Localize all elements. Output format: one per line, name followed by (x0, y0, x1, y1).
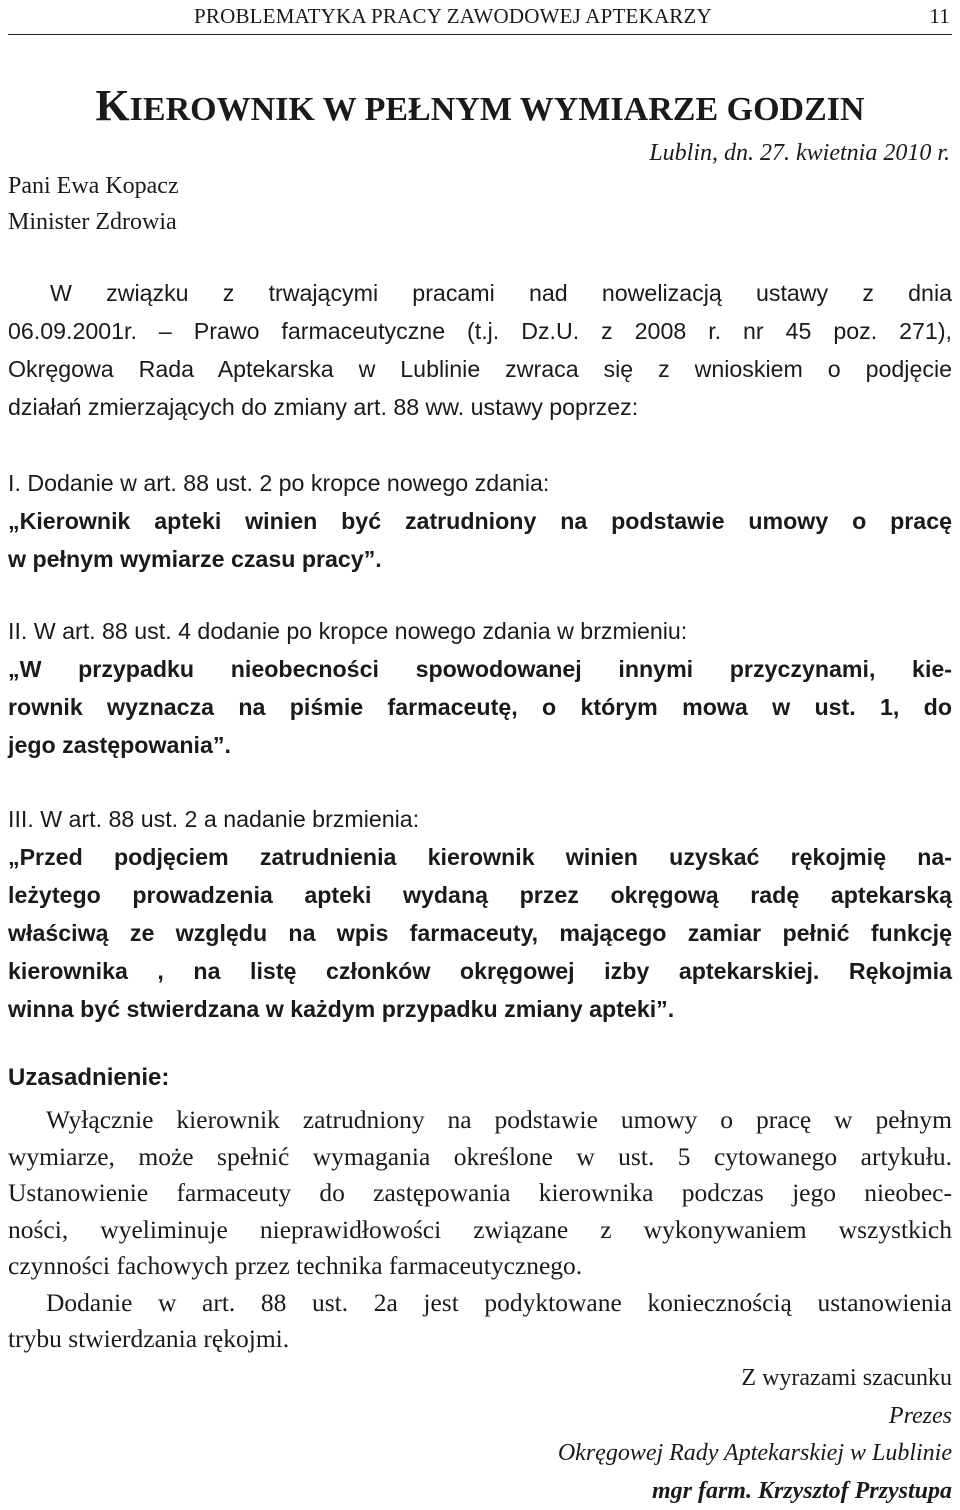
justification-line: czynności fachowych przez technika farmaceutycznego. (8, 1248, 952, 1285)
proposal-item-2 (8, 612, 952, 764)
signatory-role: Prezes (352, 1398, 952, 1436)
intro-line: Okręgowa Rada Aptekarska w Lublinie zwraca się z wnioskiem o podjęcie (8, 350, 952, 388)
running-title: PROBLEMATYKA PRACY ZAWODOWEJ APTEKARZY (194, 4, 712, 29)
quote-line: „Przed podjęciem zatrudnienia kierownik winien uzyskać rękojmię na- (8, 838, 952, 876)
quote-line: winna być stwierdzana w każdym przypadku zmiany apteki”. (8, 990, 952, 1028)
proposal-item-3 (8, 800, 952, 1028)
item-lead: II. W art. 88 ust. 4 dodanie po kropce nowego zdania w brzmieniu: (8, 612, 952, 650)
intro-line: 06.09.2001r. – Prawo farmaceutyczne (t.j. Dz.U. z 2008 r. nr 45 poz. 271), (8, 312, 952, 350)
running-header (8, 4, 952, 30)
justification-paragraph (8, 1102, 952, 1358)
justification-line: Wyłącznie kierownik zatrudniony na podstawie umowy o pracę w pełnym (8, 1102, 952, 1139)
quote-line: kierownika , na listę członków okręgowej izby aptekarskiej. Rękojmia (8, 952, 952, 990)
quote-line: rownik wyznacza na piśmie farmaceutę, o którym mowa w ust. 1, do (8, 688, 952, 726)
intro-line: W związku z trwającymi pracami nad nowelizacją ustawy z dnia (8, 274, 952, 312)
justification-heading: Uzasadnienie: (8, 1064, 169, 1092)
item-lead: I. Dodanie w art. 88 ust. 2 po kropce nowego zdania: (8, 464, 952, 502)
title-rest: IEROWNIK W PEŁNYM WYMIARZE GODZIN (130, 91, 865, 128)
intro-line: działań zmierzających do zmiany art. 88 ww. ustawy poprzez: (8, 388, 952, 426)
signatory-organization: Okręgowej Rady Aptekarskiej w Lublinie (352, 1435, 952, 1473)
letter-date: Lublin, dn. 27. kwietnia 2010 r. (649, 140, 950, 167)
justification-line: trybu stwierdzania rękojmi. (8, 1321, 952, 1358)
quote-line: jego zastępowania”. (8, 726, 952, 764)
signatory-name: mgr farm. Krzysztof Przystupa (352, 1473, 952, 1510)
quote-line: w pełnym wymiarze czasu pracy”. (8, 540, 952, 578)
header-rule (8, 34, 952, 35)
quote-line: leżytego prowadzenia apteki wydaną przez okręgową radę aptekarską (8, 876, 952, 914)
title-initial: K (95, 81, 129, 130)
justification-line: wymiarze, może spełnić wymagania określone w ust. 5 cytowanego artykułu. (8, 1139, 952, 1176)
quote-line: właściwą ze względu na wpis farmaceuty, mającego zamiar pełnić funkcję (8, 914, 952, 952)
justification-line: ności, wyeliminuje nieprawidłowości związane z wykonywaniem wszystkich (8, 1212, 952, 1249)
justification-line: Ustanowienie farmaceuty do zastępowania kierownika podczas jego nieobec- (8, 1175, 952, 1212)
quote-line: „Kierownik apteki winien być zatrudniony na podstawie umowy o pracę (8, 502, 952, 540)
closing-salutation: Z wyrazami szacunku (352, 1360, 952, 1398)
justification-line: Dodanie w art. 88 ust. 2a jest podyktowane koniecznością ustanowienia (8, 1285, 952, 1322)
page-number: 11 (929, 4, 950, 29)
addressee: Pani Ewa Kopacz Minister Zdrowia (8, 168, 179, 240)
intro-paragraph (8, 274, 952, 426)
item-lead: III. W art. 88 ust. 2 a nadanie brzmienia: (8, 800, 952, 838)
proposal-item-1 (8, 464, 952, 578)
signature-block (352, 1360, 952, 1510)
document-title (0, 84, 960, 132)
quote-line: „W przypadku nieobecności spowodowanej innymi przyczynami, kie- (8, 650, 952, 688)
